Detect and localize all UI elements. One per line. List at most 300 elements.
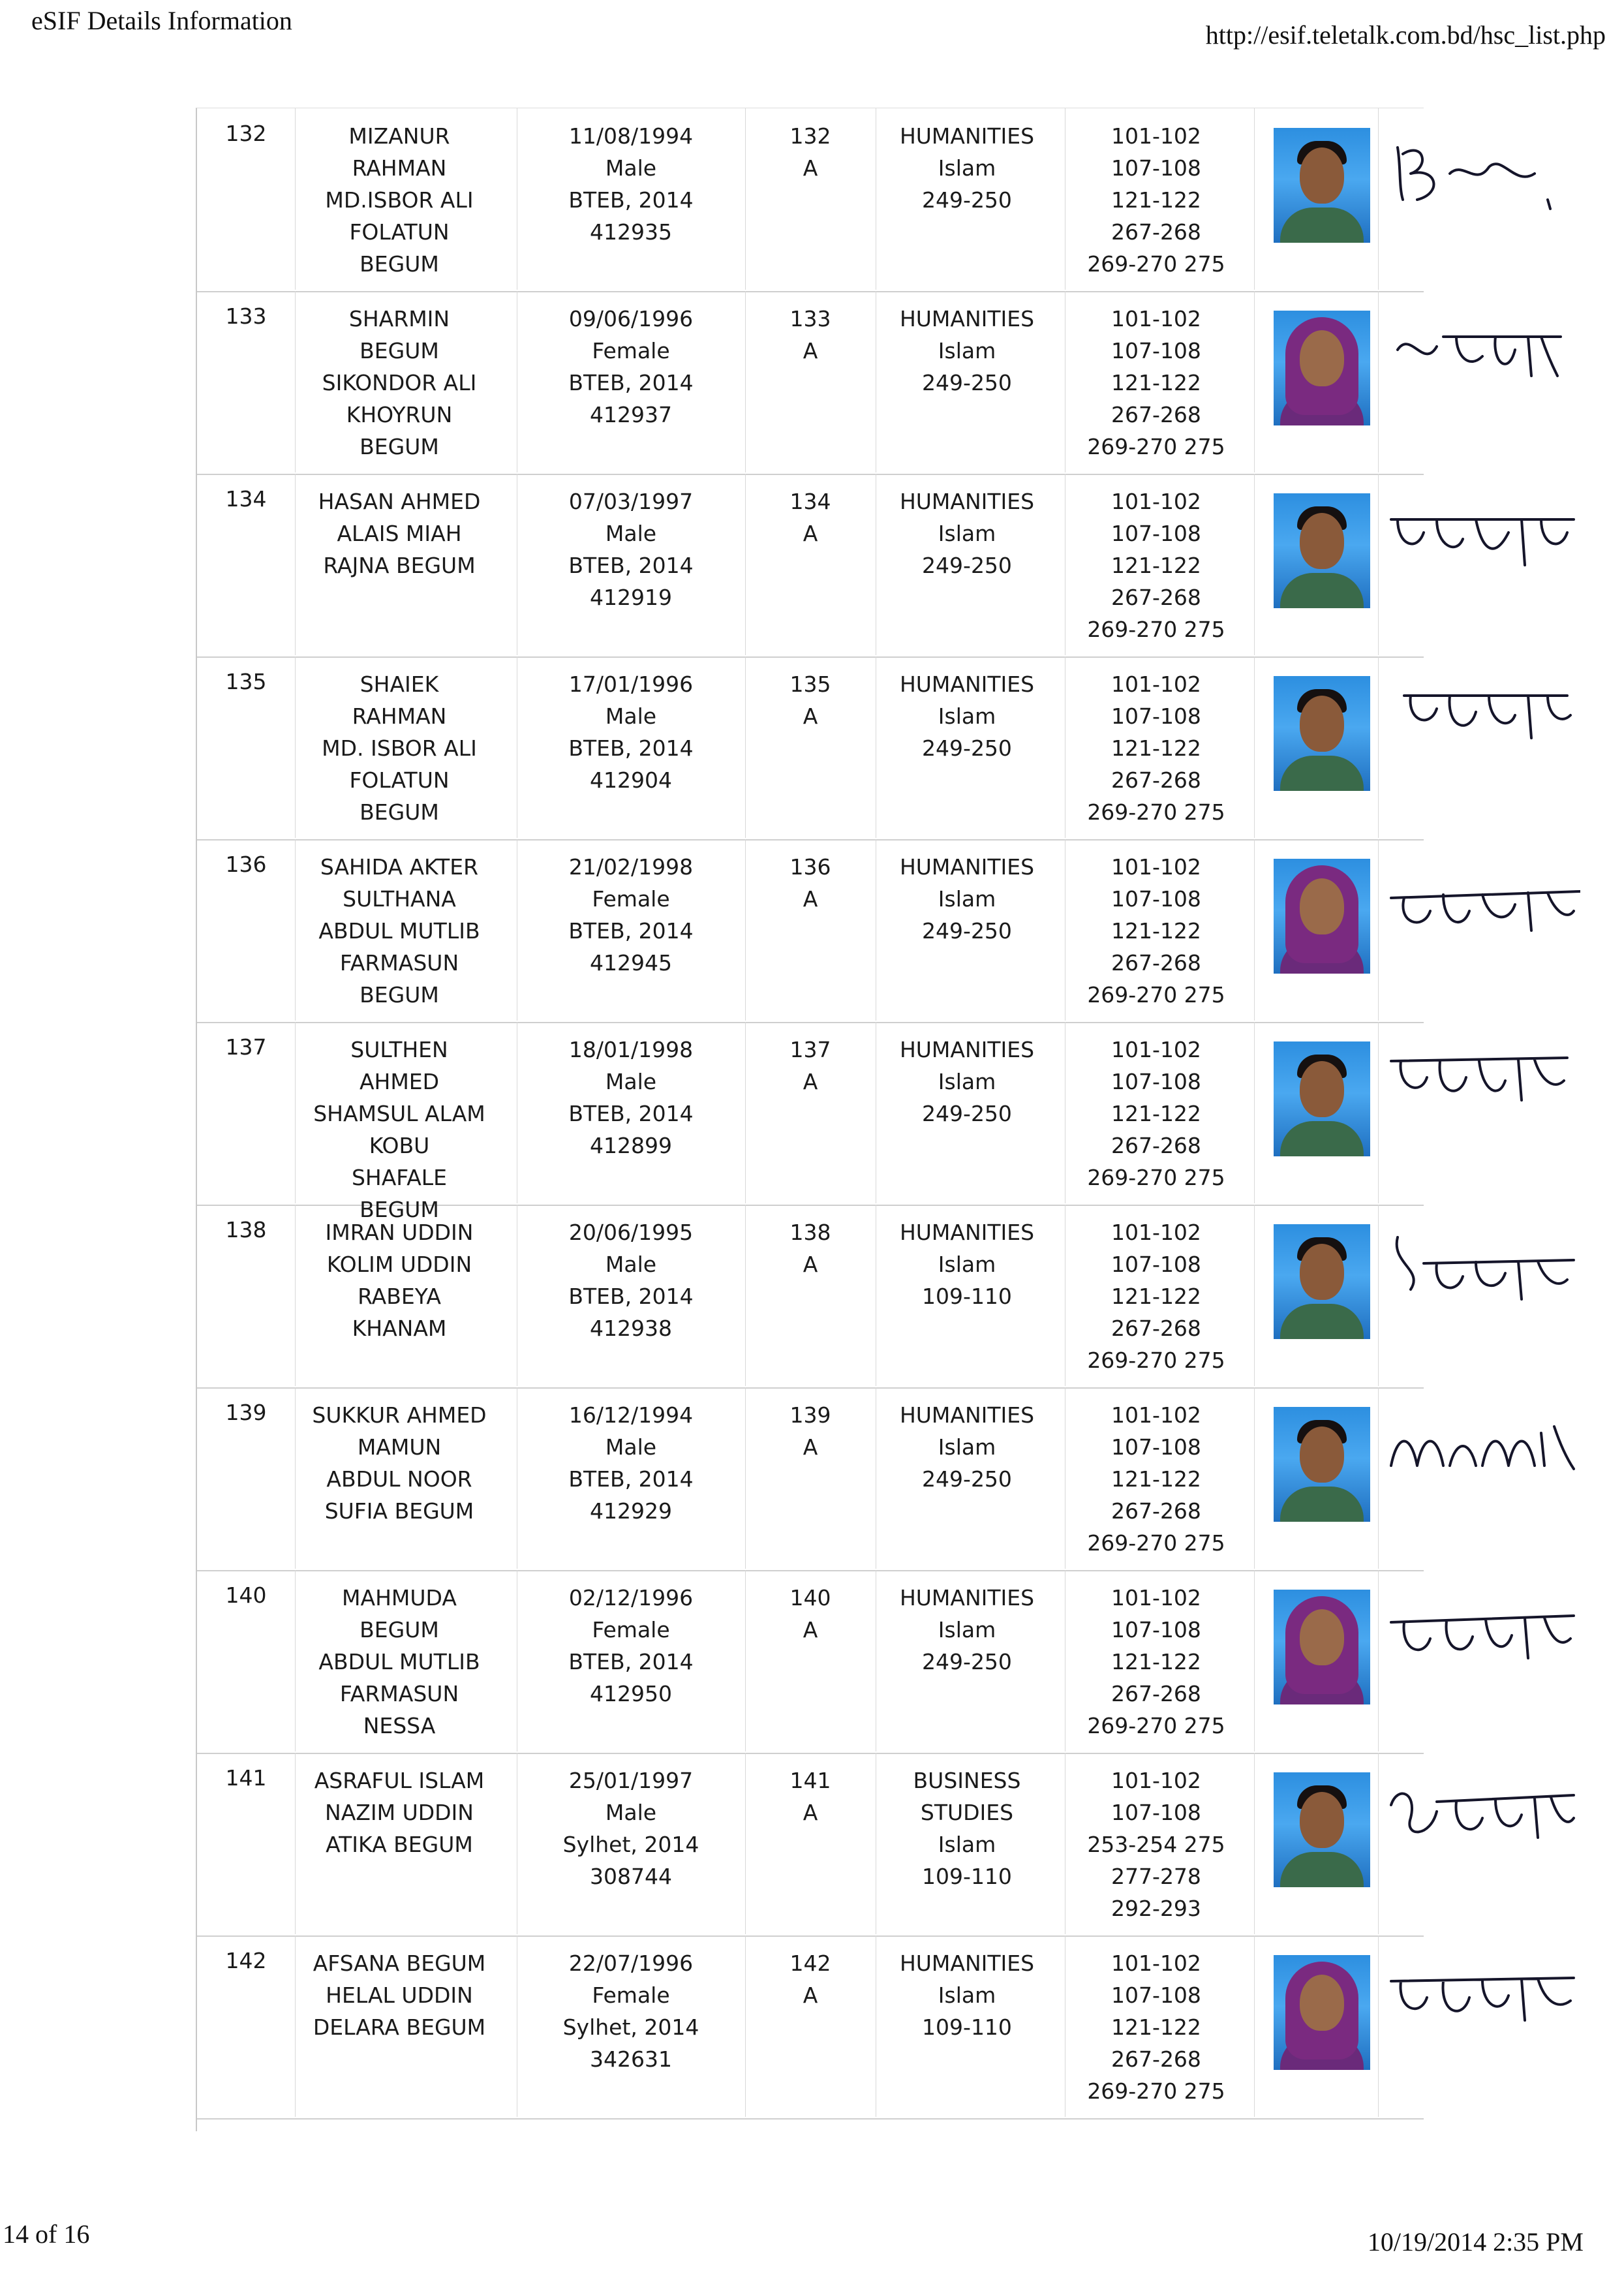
subject-code-line: 101-102 bbox=[1111, 1768, 1201, 1793]
subject-code-line: 107-108 bbox=[1111, 155, 1201, 181]
student-name-line: MD. ISBOR ALI bbox=[322, 735, 477, 761]
board: BTEB, 2014 bbox=[568, 553, 694, 578]
student-name-line: IMRAN UDDIN bbox=[325, 1220, 474, 1245]
serial-number: 132 bbox=[225, 121, 267, 146]
gender: Male bbox=[605, 1434, 657, 1460]
roll-line: A bbox=[803, 1617, 818, 1642]
birth-and-board-info bbox=[517, 1399, 745, 1527]
subject-code-line: 269-270 275 bbox=[1087, 1713, 1225, 1738]
subject-code-line: 121-122 bbox=[1111, 1284, 1201, 1309]
group-line: STUDIES bbox=[920, 1800, 1014, 1825]
column-divider bbox=[1378, 1570, 1379, 1751]
group-line: 249-250 bbox=[922, 1649, 1012, 1674]
registration-number: 412945 bbox=[590, 950, 672, 976]
registration-number: 412950 bbox=[590, 1681, 672, 1706]
birth-and-board-info bbox=[517, 851, 745, 979]
subject-code-line: 253-254 275 bbox=[1087, 1832, 1225, 1857]
subject-code-line: 277-278 bbox=[1111, 1864, 1201, 1889]
serial-number: 135 bbox=[225, 669, 267, 694]
signature-stroke bbox=[1391, 1616, 1574, 1658]
student-and-parents-names bbox=[295, 120, 504, 280]
subject-code-line: 269-270 275 bbox=[1087, 982, 1225, 1008]
column-divider bbox=[1254, 1570, 1255, 1751]
student-name-line: KHANAM bbox=[352, 1316, 447, 1341]
photo-face bbox=[1300, 696, 1344, 752]
roll-line: A bbox=[803, 886, 818, 912]
student-photo bbox=[1274, 1772, 1370, 1887]
serial-number: 139 bbox=[225, 1400, 267, 1425]
subject-code-line: 121-122 bbox=[1111, 1101, 1201, 1126]
student-name-line: BEGUM bbox=[360, 1197, 439, 1222]
column-divider bbox=[1378, 839, 1379, 1021]
subject-codes bbox=[1065, 1947, 1248, 2107]
roll-line: A bbox=[803, 1982, 818, 2008]
subject-codes bbox=[1065, 303, 1248, 463]
group-and-religion bbox=[876, 851, 1058, 947]
group-line: Islam bbox=[938, 1069, 996, 1094]
board: Sylhet, 2014 bbox=[562, 2014, 699, 2040]
student-name-line: MD.ISBOR ALI bbox=[325, 187, 474, 213]
student-name-line: BEGUM bbox=[360, 251, 439, 277]
serial-number: 138 bbox=[225, 1217, 267, 1242]
serial-number: 133 bbox=[225, 303, 267, 329]
column-divider bbox=[1254, 1753, 1255, 1934]
student-name-line: ABDUL MUTLIB bbox=[318, 1649, 480, 1674]
birth-and-board-info bbox=[517, 1947, 745, 2075]
subject-code-line: 267-268 bbox=[1111, 1133, 1201, 1158]
student-name-line: MIZANUR bbox=[348, 123, 450, 149]
date-of-birth: 22/07/1996 bbox=[568, 1950, 694, 1976]
serial-number: 140 bbox=[225, 1582, 267, 1608]
photo-face bbox=[1300, 1244, 1344, 1300]
document-title: eSIF Details Information bbox=[31, 6, 292, 35]
column-divider bbox=[1378, 474, 1379, 655]
subject-code-line: 107-108 bbox=[1111, 1069, 1201, 1094]
subject-code-line: 107-108 bbox=[1111, 338, 1201, 363]
gender: Male bbox=[605, 1800, 657, 1825]
signature-stroke bbox=[1391, 519, 1574, 565]
student-name-line: RAJNA BEGUM bbox=[323, 553, 476, 578]
subject-code-line: 101-102 bbox=[1111, 489, 1201, 514]
group-and-religion bbox=[876, 1582, 1058, 1678]
signature-stroke bbox=[1391, 1426, 1574, 1469]
student-name-line: SULTHEN bbox=[350, 1037, 448, 1062]
student-name-line: RABEYA bbox=[358, 1284, 441, 1309]
roll-and-section bbox=[745, 1765, 876, 1828]
subject-code-line: 107-108 bbox=[1111, 1434, 1201, 1460]
subject-code-line: 267-268 bbox=[1111, 219, 1201, 245]
board: BTEB, 2014 bbox=[568, 918, 694, 944]
subject-code-line: 121-122 bbox=[1111, 553, 1201, 578]
student-photo bbox=[1274, 1224, 1370, 1339]
student-signature bbox=[1385, 676, 1580, 767]
group-line: Islam bbox=[938, 703, 996, 729]
date-of-birth: 16/12/1994 bbox=[568, 1402, 694, 1428]
gender: Female bbox=[592, 338, 670, 363]
subject-code-line: 121-122 bbox=[1111, 2014, 1201, 2040]
birth-and-board-info bbox=[517, 303, 745, 431]
signature-stroke bbox=[1404, 696, 1570, 738]
roll-line: A bbox=[803, 1069, 818, 1094]
registration-number: 412919 bbox=[590, 585, 672, 610]
student-name-line: SHAFALE bbox=[351, 1165, 448, 1190]
student-name-line: KHOYRUN bbox=[346, 402, 453, 427]
group-line: 109-110 bbox=[922, 2014, 1012, 2040]
group-line: HUMANITIES bbox=[899, 1950, 1035, 1976]
subject-codes bbox=[1065, 851, 1248, 1011]
group-and-religion bbox=[876, 1216, 1058, 1312]
group-and-religion bbox=[876, 303, 1058, 399]
group-line: Islam bbox=[938, 1832, 996, 1857]
signature-stroke bbox=[1391, 1978, 1574, 2020]
group-line: Islam bbox=[938, 155, 996, 181]
photo-face bbox=[1300, 878, 1344, 934]
group-line: 249-250 bbox=[922, 370, 1012, 395]
group-line: HUMANITIES bbox=[899, 1037, 1035, 1062]
student-name-line: SUFIA BEGUM bbox=[324, 1498, 474, 1524]
student-table bbox=[196, 108, 1424, 2131]
group-line: 249-250 bbox=[922, 918, 1012, 944]
student-and-parents-names bbox=[295, 668, 504, 828]
subject-code-line: 269-270 275 bbox=[1087, 799, 1225, 825]
subject-codes bbox=[1065, 1216, 1248, 1376]
signature-stroke bbox=[1397, 1237, 1574, 1299]
group-line: 109-110 bbox=[922, 1864, 1012, 1889]
roll-line: A bbox=[803, 1434, 818, 1460]
photo-body bbox=[1280, 756, 1364, 791]
table-row bbox=[197, 839, 1424, 1023]
student-name-line: ABDUL NOOR bbox=[326, 1466, 472, 1492]
student-name-line: MAMUN bbox=[357, 1434, 442, 1460]
photo-face bbox=[1300, 330, 1344, 386]
student-signature bbox=[1385, 311, 1580, 402]
photo-body bbox=[1280, 208, 1364, 243]
subject-code-line: 267-268 bbox=[1111, 585, 1201, 610]
group-line: HUMANITIES bbox=[899, 1402, 1035, 1428]
table-row bbox=[197, 1570, 1424, 1754]
student-name-line: RAHMAN bbox=[352, 155, 447, 181]
subject-codes bbox=[1065, 120, 1248, 280]
date-of-birth: 07/03/1997 bbox=[568, 489, 694, 514]
column-divider bbox=[1254, 656, 1255, 838]
roll-line: A bbox=[803, 1252, 818, 1277]
roll-line: 136 bbox=[789, 854, 831, 880]
date-of-birth: 17/01/1996 bbox=[568, 671, 694, 697]
roll-line: 132 bbox=[789, 123, 831, 149]
subject-codes bbox=[1065, 486, 1248, 645]
subject-code-line: 101-102 bbox=[1111, 306, 1201, 332]
column-divider bbox=[1378, 108, 1379, 290]
roll-and-section bbox=[745, 303, 876, 367]
birth-and-board-info bbox=[517, 1034, 745, 1162]
roll-and-section bbox=[745, 851, 876, 915]
student-name-line: SHAMSUL ALAM bbox=[313, 1101, 485, 1126]
table-row bbox=[197, 1387, 1424, 1571]
subject-code-line: 101-102 bbox=[1111, 1220, 1201, 1245]
roll-and-section bbox=[745, 668, 876, 732]
subject-code-line: 269-270 275 bbox=[1087, 251, 1225, 277]
student-photo bbox=[1274, 128, 1370, 243]
date-of-birth: 25/01/1997 bbox=[568, 1768, 694, 1793]
subject-code-line: 267-268 bbox=[1111, 950, 1201, 976]
subject-code-line: 107-108 bbox=[1111, 1800, 1201, 1825]
column-divider bbox=[1254, 1387, 1255, 1569]
subject-code-line: 101-102 bbox=[1111, 1402, 1201, 1428]
roll-line: 141 bbox=[789, 1768, 831, 1793]
date-of-birth: 21/02/1998 bbox=[568, 854, 694, 880]
student-name-line: BEGUM bbox=[360, 799, 439, 825]
subject-code-line: 267-268 bbox=[1111, 1681, 1201, 1706]
subject-codes bbox=[1065, 1399, 1248, 1559]
photo-body bbox=[1280, 1852, 1364, 1887]
subject-code-line: 267-268 bbox=[1111, 767, 1201, 793]
student-signature bbox=[1385, 859, 1580, 950]
column-divider bbox=[1378, 1022, 1379, 1203]
column-divider bbox=[1254, 1205, 1255, 1386]
roll-line: 140 bbox=[789, 1585, 831, 1611]
student-signature bbox=[1385, 493, 1580, 585]
roll-line: A bbox=[803, 1800, 818, 1825]
group-line: 249-250 bbox=[922, 735, 1012, 761]
photo-body bbox=[1280, 573, 1364, 608]
column-divider bbox=[1378, 291, 1379, 472]
student-signature bbox=[1385, 1590, 1580, 1681]
subject-codes bbox=[1065, 1582, 1248, 1742]
table-row bbox=[197, 1205, 1424, 1389]
board: BTEB, 2014 bbox=[568, 187, 694, 213]
student-and-parents-names bbox=[295, 1765, 504, 1860]
student-name-line: AHMED bbox=[359, 1069, 440, 1094]
photo-face bbox=[1300, 1061, 1344, 1117]
student-name-line: BEGUM bbox=[360, 982, 439, 1008]
student-and-parents-names bbox=[295, 486, 504, 581]
subject-code-line: 269-270 275 bbox=[1087, 617, 1225, 642]
student-photo bbox=[1274, 676, 1370, 791]
student-name-line: SHARMIN bbox=[348, 306, 450, 332]
student-name-line: BEGUM bbox=[360, 338, 439, 363]
date-of-birth: 09/06/1996 bbox=[568, 306, 694, 332]
subject-code-line: 267-268 bbox=[1111, 1316, 1201, 1341]
board: BTEB, 2014 bbox=[568, 735, 694, 761]
roll-and-section bbox=[745, 1947, 876, 2011]
roll-and-section bbox=[745, 1216, 876, 1280]
table-row bbox=[197, 1935, 1424, 2120]
subject-code-line: 101-102 bbox=[1111, 671, 1201, 697]
student-name-line: BEGUM bbox=[360, 1617, 439, 1642]
student-name-line: SAHIDA AKTER bbox=[320, 854, 479, 880]
student-and-parents-names bbox=[295, 303, 504, 463]
table-row bbox=[197, 108, 1424, 292]
subject-code-line: 269-270 275 bbox=[1087, 2078, 1225, 2104]
student-name-line: FARMASUN bbox=[339, 950, 459, 976]
birth-and-board-info bbox=[517, 1765, 745, 1892]
page-number: 14 of 16 bbox=[3, 2219, 90, 2249]
roll-line: 139 bbox=[789, 1402, 831, 1428]
group-and-religion bbox=[876, 1399, 1058, 1495]
group-line: HUMANITIES bbox=[899, 306, 1035, 332]
student-name-line: DELARA BEGUM bbox=[313, 2014, 486, 2040]
roll-and-section bbox=[745, 1034, 876, 1098]
group-and-religion bbox=[876, 1947, 1058, 2043]
roll-line: 134 bbox=[789, 489, 831, 514]
student-signature bbox=[1385, 1955, 1580, 2046]
group-line: Islam bbox=[938, 1252, 996, 1277]
signature-stroke bbox=[1398, 337, 1561, 376]
student-name-line: SIKONDOR ALI bbox=[322, 370, 477, 395]
subject-code-line: 269-270 275 bbox=[1087, 1530, 1225, 1556]
group-line: Islam bbox=[938, 1982, 996, 2008]
birth-and-board-info bbox=[517, 1216, 745, 1344]
birth-and-board-info bbox=[517, 486, 745, 613]
group-line: HUMANITIES bbox=[899, 1220, 1035, 1245]
student-name-line: NAZIM UDDIN bbox=[325, 1800, 474, 1825]
group-line: HUMANITIES bbox=[899, 671, 1035, 697]
roll-line: A bbox=[803, 703, 818, 729]
group-line: HUMANITIES bbox=[899, 1585, 1035, 1611]
column-divider bbox=[1254, 1022, 1255, 1203]
date-of-birth: 18/01/1998 bbox=[568, 1037, 694, 1062]
gender: Male bbox=[605, 703, 657, 729]
subject-code-line: 101-102 bbox=[1111, 1950, 1201, 1976]
serial-number: 141 bbox=[225, 1765, 267, 1791]
roll-line: A bbox=[803, 521, 818, 546]
student-name-line: SHAIEK bbox=[360, 671, 439, 697]
subject-code-line: 121-122 bbox=[1111, 1466, 1201, 1492]
registration-number: 412899 bbox=[590, 1133, 672, 1158]
group-line: BUSINESS bbox=[913, 1768, 1021, 1793]
photo-face bbox=[1300, 1609, 1344, 1665]
subject-code-line: 101-102 bbox=[1111, 854, 1201, 880]
group-and-religion bbox=[876, 120, 1058, 216]
student-and-parents-names bbox=[295, 851, 504, 1011]
group-and-religion bbox=[876, 1034, 1058, 1130]
subject-codes bbox=[1065, 668, 1248, 828]
registration-number: 412904 bbox=[590, 767, 672, 793]
board: BTEB, 2014 bbox=[568, 1649, 694, 1674]
student-photo bbox=[1274, 311, 1370, 425]
student-signature bbox=[1385, 1041, 1580, 1133]
registration-number: 342631 bbox=[590, 2046, 672, 2072]
gender: Male bbox=[605, 521, 657, 546]
table-row bbox=[197, 291, 1424, 475]
roll-line: 137 bbox=[789, 1037, 831, 1062]
gender: Female bbox=[592, 886, 670, 912]
roll-line: 142 bbox=[789, 1950, 831, 1976]
photo-body bbox=[1280, 1121, 1364, 1156]
date-of-birth: 11/08/1994 bbox=[568, 123, 694, 149]
subject-code-line: 101-102 bbox=[1111, 1585, 1201, 1611]
column-divider bbox=[1254, 474, 1255, 655]
subject-code-line: 101-102 bbox=[1111, 123, 1201, 149]
student-signature bbox=[1385, 1772, 1580, 1864]
subject-code-line: 121-122 bbox=[1111, 918, 1201, 944]
group-and-religion bbox=[876, 486, 1058, 581]
student-name-line: FARMASUN bbox=[339, 1681, 459, 1706]
group-and-religion bbox=[876, 668, 1058, 764]
student-photo bbox=[1274, 1590, 1370, 1704]
registration-number: 412935 bbox=[590, 219, 672, 245]
serial-number: 134 bbox=[225, 486, 267, 512]
subject-code-line: 292-293 bbox=[1111, 1896, 1201, 1921]
group-line: HUMANITIES bbox=[899, 489, 1035, 514]
gender: Female bbox=[592, 1617, 670, 1642]
serial-number: 137 bbox=[225, 1034, 267, 1060]
student-name-line: SUKKUR AHMED bbox=[312, 1402, 487, 1428]
signature-stroke bbox=[1391, 1058, 1567, 1100]
roll-and-section bbox=[745, 1399, 876, 1463]
student-photo bbox=[1274, 859, 1370, 974]
date-of-birth: 02/12/1996 bbox=[568, 1585, 694, 1611]
serial-number: 136 bbox=[225, 852, 267, 877]
group-line: HUMANITIES bbox=[899, 854, 1035, 880]
group-line: Islam bbox=[938, 1434, 996, 1460]
student-name-line: FOLATUN bbox=[349, 767, 450, 793]
subject-code-line: 101-102 bbox=[1111, 1037, 1201, 1062]
subject-code-line: 121-122 bbox=[1111, 370, 1201, 395]
page-url[interactable]: http://esif.teletalk.com.bd/hsc_list.php bbox=[1205, 20, 1606, 50]
roll-line: 135 bbox=[789, 671, 831, 697]
column-divider bbox=[1254, 291, 1255, 472]
column-divider bbox=[1378, 1753, 1379, 1934]
column-divider bbox=[1378, 656, 1379, 838]
photo-body bbox=[1280, 1304, 1364, 1339]
group-and-religion bbox=[876, 1765, 1058, 1892]
roll-line: A bbox=[803, 338, 818, 363]
photo-face bbox=[1300, 513, 1344, 569]
student-name-line: ALAIS MIAH bbox=[337, 521, 462, 546]
signature-stroke bbox=[1398, 147, 1550, 209]
registration-number: 412938 bbox=[590, 1316, 672, 1341]
photo-face bbox=[1300, 147, 1344, 204]
birth-and-board-info bbox=[517, 120, 745, 248]
birth-and-board-info bbox=[517, 1582, 745, 1710]
subject-code-line: 107-108 bbox=[1111, 521, 1201, 546]
student-and-parents-names bbox=[295, 1216, 504, 1344]
subject-code-line: 267-268 bbox=[1111, 402, 1201, 427]
board: BTEB, 2014 bbox=[568, 370, 694, 395]
group-line: 109-110 bbox=[922, 1284, 1012, 1309]
roll-line: A bbox=[803, 155, 818, 181]
student-name-line: FOLATUN bbox=[349, 219, 450, 245]
student-name-line: HELAL UDDIN bbox=[326, 1982, 473, 2008]
subject-code-line: 107-108 bbox=[1111, 886, 1201, 912]
student-and-parents-names bbox=[295, 1399, 504, 1527]
subject-code-line: 121-122 bbox=[1111, 735, 1201, 761]
table-row bbox=[197, 656, 1424, 840]
group-line: 249-250 bbox=[922, 553, 1012, 578]
gender: Male bbox=[605, 1252, 657, 1277]
group-line: 249-250 bbox=[922, 1466, 1012, 1492]
student-name-line: KOLIM UDDIN bbox=[326, 1252, 472, 1277]
gender: Male bbox=[605, 1069, 657, 1094]
roll-line: 133 bbox=[789, 306, 831, 332]
student-name-line: BEGUM bbox=[360, 434, 439, 459]
registration-number: 412929 bbox=[590, 1498, 672, 1524]
group-line: Islam bbox=[938, 886, 996, 912]
table-row bbox=[197, 1753, 1424, 1937]
subject-code-line: 107-108 bbox=[1111, 703, 1201, 729]
registration-number: 308744 bbox=[590, 1864, 672, 1889]
photo-face bbox=[1300, 1975, 1344, 2031]
registration-number: 412937 bbox=[590, 402, 672, 427]
student-name-line: RAHMAN bbox=[352, 703, 447, 729]
subject-code-line: 107-108 bbox=[1111, 1252, 1201, 1277]
student-photo bbox=[1274, 1407, 1370, 1522]
group-line: 249-250 bbox=[922, 187, 1012, 213]
student-and-parents-names bbox=[295, 1034, 504, 1226]
student-signature bbox=[1385, 128, 1580, 219]
subject-code-line: 269-270 275 bbox=[1087, 1348, 1225, 1373]
